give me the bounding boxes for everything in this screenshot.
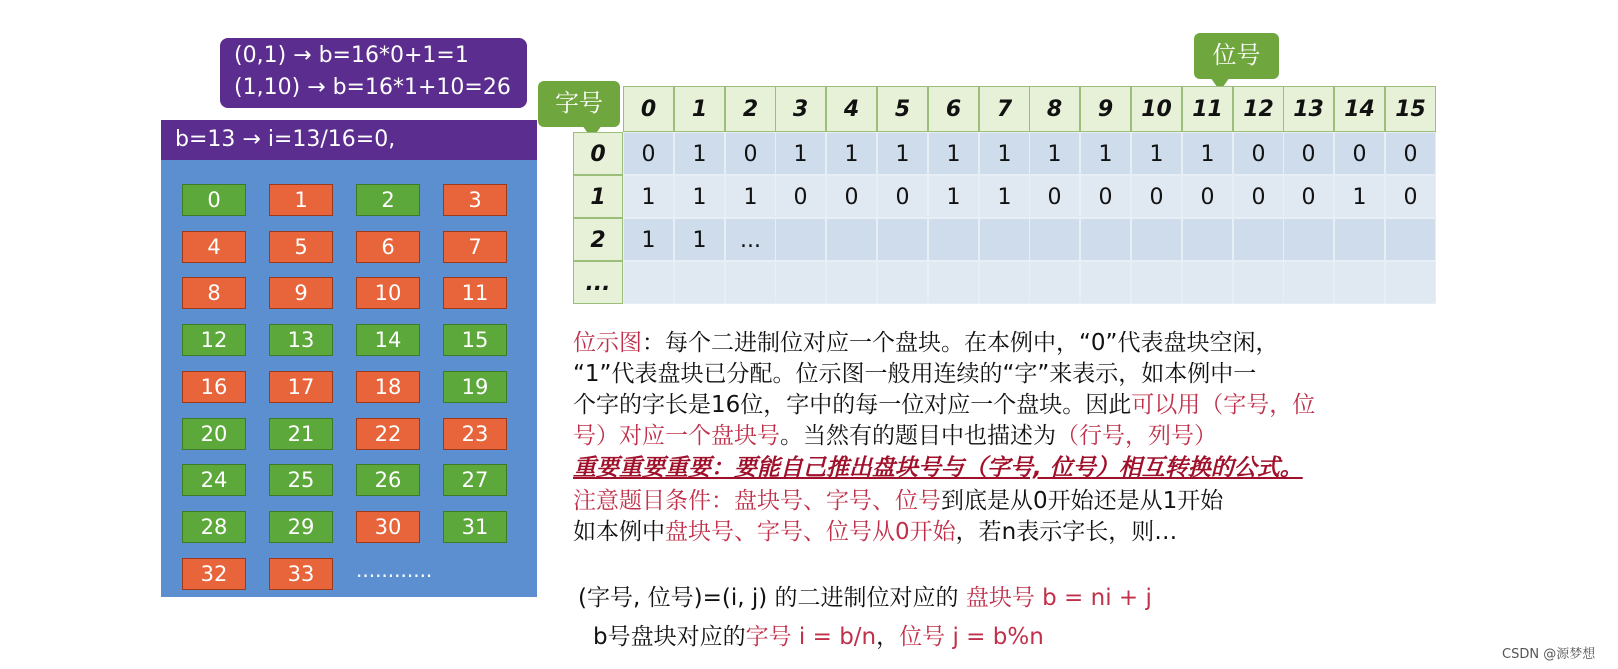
bitmap-cell: 0	[1283, 175, 1334, 218]
disk-block: 17	[269, 371, 333, 403]
bitmap-row-header: 0	[573, 132, 623, 175]
bitmap-cell: 1	[1080, 132, 1131, 175]
bitmap-cell	[1182, 218, 1233, 261]
bitmap-cell	[877, 218, 928, 261]
formula-box-top	[220, 38, 527, 108]
bitmap-column-header: 4	[826, 86, 877, 132]
bitmap-row-header: ...	[573, 261, 623, 304]
disk-block: 22	[356, 418, 420, 450]
bitmap-cell	[1283, 218, 1334, 261]
disk-ellipsis: ............	[356, 558, 433, 582]
bitmap-row-header: 2	[573, 218, 623, 261]
bitmap-cell: 0	[1182, 175, 1233, 218]
bitmap-column-header: 0	[623, 86, 674, 132]
formula-b-red: 盘块号 b = ni + j	[965, 585, 1152, 611]
disk-block: 19	[443, 371, 507, 403]
disk-block: 20	[182, 418, 246, 450]
disk-block: 13	[269, 324, 333, 356]
text-line-7-a: 如本例中	[573, 519, 665, 545]
bitmap-term: 位示图	[573, 330, 642, 356]
bitmap-cell	[1131, 261, 1182, 304]
disk-block: 14	[356, 324, 420, 356]
text-line-6-rest: 到底是从0开始还是从1开始	[941, 488, 1224, 514]
bitmap-cell: 0	[1131, 175, 1182, 218]
text-line-7	[573, 517, 1177, 547]
bitmap-cell	[1385, 261, 1436, 304]
disk-block: 6	[356, 231, 420, 263]
bitmap-column-header: 5	[877, 86, 928, 132]
disk-block: 29	[269, 511, 333, 543]
disk-block: 7	[443, 231, 507, 263]
bitmap-cell: 1	[674, 218, 725, 261]
disk-block: 25	[269, 464, 333, 496]
disk-block: 5	[269, 231, 333, 263]
bitmap-cell: 1	[979, 175, 1030, 218]
disk-block: 26	[356, 464, 420, 496]
bitmap-cell: 0	[1385, 132, 1436, 175]
bitmap-cell	[826, 261, 877, 304]
disk-block: 9	[269, 277, 333, 309]
disk-block: 27	[443, 464, 507, 496]
disk-block: 8	[182, 277, 246, 309]
bitmap-cell	[1283, 261, 1334, 304]
bitmap-column-header: 14	[1334, 86, 1385, 132]
text-line-3	[573, 390, 1315, 420]
formula-box-mid	[161, 120, 537, 160]
bitmap-column-header: 1	[674, 86, 725, 132]
bitmap-cell: 0	[623, 132, 674, 175]
bitmap-cell	[725, 261, 776, 304]
disk-block: 30	[356, 511, 420, 543]
bitmap-cell	[928, 218, 979, 261]
formula-b	[578, 583, 1152, 613]
bitmap-cell	[979, 261, 1030, 304]
bitmap-cell: 1	[1182, 132, 1233, 175]
bitmap-cell: 0	[877, 175, 928, 218]
disk-block: 23	[443, 418, 507, 450]
bitmap-cell	[1233, 218, 1284, 261]
bitmap-column-header: 9	[1080, 86, 1131, 132]
disk-block: 3	[443, 184, 507, 216]
text-line-4	[573, 421, 1217, 451]
bitmap-cell	[775, 261, 826, 304]
bit-number-callout: 位号	[1194, 33, 1279, 79]
text-line-7-rest: ，若n表示字长，则…	[955, 519, 1178, 545]
text-line-4-red: 号）对应一个盘块号	[573, 423, 780, 449]
bitmap-cell: 1	[623, 175, 674, 218]
bitmap-cell	[775, 218, 826, 261]
text-line-6-red: 注意题目条件：盘块号、字号、位号	[573, 488, 941, 514]
bitmap-cell	[1182, 261, 1233, 304]
bitmap-cell	[623, 261, 674, 304]
bitmap-column-header: 7	[979, 86, 1030, 132]
bitmap-cell	[1233, 261, 1284, 304]
disk-block: 33	[269, 558, 333, 590]
bitmap-cell: 0	[1283, 132, 1334, 175]
formula-line-1: (0,1) → b=16*0+1=1	[234, 43, 469, 68]
bitmap-cell: 0	[1385, 175, 1436, 218]
bitmap-cell: ...	[725, 218, 776, 261]
bitmap-cell: 1	[674, 175, 725, 218]
disk-block: 2	[356, 184, 420, 216]
disk-block-panel	[161, 160, 537, 597]
bitmap-cell: 0	[775, 175, 826, 218]
text-line-7-red: 盘块号、字号、位号从0开始	[665, 519, 956, 545]
bitmap-cell: 0	[1029, 175, 1080, 218]
disk-block: 15	[443, 324, 507, 356]
bitmap-column-header: 2	[725, 86, 776, 132]
text-line-4-red2: （行号，列号）	[1056, 423, 1217, 449]
bitmap-cell: 1	[979, 132, 1030, 175]
formula-ij-red1: 字号 i = b/n	[745, 624, 877, 650]
bitmap-cell	[928, 261, 979, 304]
disk-block: 31	[443, 511, 507, 543]
bitmap-cell	[1385, 218, 1436, 261]
text-line-2: “1”代表盘块已分配。位示图一般用连续的“字”来表示，如本例中一	[573, 361, 1257, 387]
disk-block: 18	[356, 371, 420, 403]
bitmap-cell	[1334, 218, 1385, 261]
disk-block: 0	[182, 184, 246, 216]
bitmap-cell: 0	[826, 175, 877, 218]
disk-block: 4	[182, 231, 246, 263]
important-note: 重要重要重要：要能自己推出盘块号与（字号, 位号）相互转换的公式。	[573, 455, 1303, 481]
text-line-6	[573, 486, 1223, 516]
watermark: CSDN @源梦想	[1502, 647, 1596, 662]
bitmap-row-header: 1	[573, 175, 623, 218]
formula-line-2: (1,10) → b=16*1+10=26	[234, 75, 511, 100]
bitmap-cell: 1	[928, 132, 979, 175]
bitmap-cell: 1	[1334, 175, 1385, 218]
formula-ij	[593, 622, 1044, 652]
bitmap-cell	[979, 218, 1030, 261]
bitmap-cell: 1	[826, 132, 877, 175]
text-line-4-b: 。当然有的题目中也描述为	[780, 423, 1056, 449]
bitmap-cell	[1080, 261, 1131, 304]
text-line-3-a: 个字的字长是16位，字中的每一位对应一个盘块。因此	[573, 392, 1132, 418]
bitmap-cell: 0	[725, 132, 776, 175]
formula-ij-red2: 位号 j = b%n	[899, 624, 1044, 650]
bitmap-cell: 1	[623, 218, 674, 261]
formula-line-3: b=13 → i=13/16=0,	[175, 127, 396, 152]
bitmap-cell	[1334, 261, 1385, 304]
bitmap-column-header: 13	[1283, 86, 1334, 132]
text-line-3-red: 可以用（字号，位	[1131, 392, 1316, 418]
bitmap-cell: 0	[1233, 175, 1284, 218]
bitmap-cell: 1	[928, 175, 979, 218]
disk-block: 24	[182, 464, 246, 496]
disk-block: 16	[182, 371, 246, 403]
bitmap-column-header: 12	[1233, 86, 1284, 132]
formula-ij-b: ，	[876, 624, 900, 650]
bitmap-cell	[1029, 218, 1080, 261]
bitmap-cell: 1	[1029, 132, 1080, 175]
bitmap-column-header: 15	[1385, 86, 1436, 132]
formula-b-a: (字号, 位号)=(i, j) 的二进制位对应的	[578, 585, 966, 611]
bitmap-column-header: 8	[1029, 86, 1080, 132]
bitmap-column-header: 10	[1131, 86, 1182, 132]
formula-ij-a: b号盘块对应的	[593, 624, 746, 650]
text-line-1-rest: ：每个二进制位对应一个盘块。在本例中，“0”代表盘块空闲，	[642, 330, 1279, 356]
disk-block: 12	[182, 324, 246, 356]
bitmap-cell	[1029, 261, 1080, 304]
disk-block: 10	[356, 277, 420, 309]
bitmap-column-header: 11	[1182, 86, 1233, 132]
bitmap-cell: 0	[1080, 175, 1131, 218]
bitmap-cell	[877, 261, 928, 304]
bitmap-cell: 0	[1233, 132, 1284, 175]
text-line-1	[573, 328, 1278, 358]
disk-block: 32	[182, 558, 246, 590]
bitmap-cell	[674, 261, 725, 304]
bitmap-cell: 1	[1131, 132, 1182, 175]
bitmap-cell	[1131, 218, 1182, 261]
disk-block: 11	[443, 277, 507, 309]
disk-block: 28	[182, 511, 246, 543]
bitmap-cell: 1	[674, 132, 725, 175]
disk-block: 21	[269, 418, 333, 450]
bitmap-cell: 0	[1334, 132, 1385, 175]
bitmap-cell	[826, 218, 877, 261]
bitmap-cell: 1	[775, 132, 826, 175]
word-number-callout: 字号	[538, 81, 620, 127]
disk-block: 1	[269, 184, 333, 216]
bitmap-cell: 1	[877, 132, 928, 175]
bitmap-cell	[1080, 218, 1131, 261]
bitmap-cell: 1	[725, 175, 776, 218]
bitmap-column-header: 3	[775, 86, 826, 132]
bitmap-column-header: 6	[928, 86, 979, 132]
